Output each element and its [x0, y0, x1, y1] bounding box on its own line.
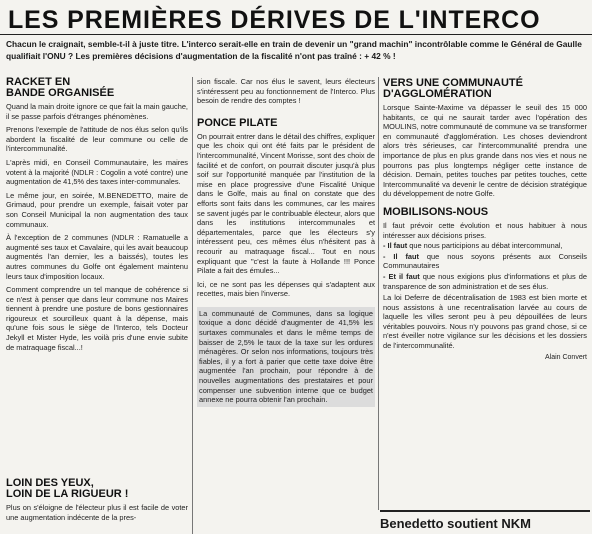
column-2 [197, 77, 375, 407]
bullet-text: que nous exigions plus d'informations et plus de transparence de son administration et de ses élus. [383, 271, 587, 291]
paragraph: Prenons l'exemple de l'attitude de nos élus selon qu'ils abordent la fiscalité de leur commune ou celle de l'intercommunalité. [6, 125, 188, 154]
heading-ponce-pilate: PONCE PILATE [197, 116, 278, 129]
paragraph: Le même jour, en soirée, M.BENEDETTO, maire de Grimaud, pour prendre un exemple, faisait voter par son Conseil Municipal la non augmentation des taux communaux. [6, 190, 188, 229]
paragraph: L'après midi, en Conseil Communautaire, les maires votent à la majorité (NDLR : Cogolin a voté contre) une augmentation de 41,5% des taxes inter-communales. [6, 157, 188, 187]
intro-lede: Chacun le craignait, semble-t-il à juste titre. L'interco serait-elle en train de devenir un "grand machin" incontrôlable comme le Général de Gaulle qualifiait l'ONU ? Les premières décisions d'augmentation de la fiscalité n'ont pas traîné : + 42 % ! [6, 39, 582, 61]
paragraph-agglomeration: Lorsque Sainte-Maxime va dépasser le seuil des 15 000 habitants, ce qui ne saurait tarder avec l'opération des MOULINS, notre communauté de commune va se transformer en communauté d'agglomération. Les choses deviendront alors très sérieuses, car l'intercommunalité prendra une importance de plus en plus grande dans nos vies et nous ne pourrons pas plus longtemps négliger cette instance de décision. Demain, petites touches par petites touches, cette Intercommunalité va devenir le centre de décision stratégique du développement de notre Golfe. [383, 103, 587, 199]
heading-agglomeration: VERS UNE COMMUNAUTÉ D'AGGLOMÉRATION [383, 77, 523, 100]
column-3 [383, 78, 587, 362]
column-1-body [6, 102, 188, 352]
paragraph-end: Plus on s'éloigne de l'électeur plus il est facile de voter une augmentation indécente de la pres- [6, 503, 188, 522]
signature: Alain Convert [544, 353, 587, 361]
bullet-list [383, 241, 587, 291]
column-divider-1 [192, 77, 193, 534]
paragraph: À l'exception de 2 communes (NDLR : Ramatuelle a augmenté ses taux et Cavalaire, qui les avait beaucoup augmentés l'an dernier, les a baissés), toutes les autres communes du Golfe ont également maintenu leurs taux d'imposition locaux. [6, 233, 188, 281]
paragraph-closing: La loi Deferre de décentralisation de 1983 est bien morte et nous assistons à une recentralisation larvée au cours de laquelle les villes seront peu à peu dépouillées de leurs véritables pouvoirs. Nous n'y pouvons pas grand chose, si ce n'est éveiller notre vigilance sur les décisions et les dossiers de l'intercommunalité. [383, 293, 587, 351]
bullet-item [383, 241, 587, 251]
column-divider-2 [378, 77, 379, 510]
bullet-text: que nous participions au débat intercommunal, [407, 241, 563, 251]
paragraph-continuation: sion fiscale. Car nos élus le savent, leurs électeurs s'intéressent peu au fonctionnement de l'Interco. Plus besoin de rendre des comptes ! [197, 77, 375, 106]
heading-loin-des-yeux: LOIN DES YEUX, LOIN DE LA RIGUEUR ! [6, 477, 129, 500]
highlighted-box: La communauté de Communes, dans sa logique toxique a donc décidé d'augmenter de 41,5% les surtaxes communales et dans le même temps de baisser de 2,5% le taux de la taxe sur les ordures ménagères. Or selon nos informations, toujours très fiables, il y a fort à parier que cette taxe doive être augmentée l'an prochain, pour répondre à de nouvelles augmentations des prestataires et pour compenser une subvention interne que ce budget annexe ne pourra obtenir l'an prochain. [197, 307, 375, 407]
headline-rule [0, 34, 592, 35]
bullet-lead: - Il faut [383, 241, 408, 251]
bullet-text: que nous soyons présents aux Conseils Communautaires [383, 251, 587, 271]
column-1-bottom [6, 478, 188, 522]
column-1 [6, 77, 188, 352]
heading-mobilisons: MOBILISONS-NOUS [383, 205, 489, 218]
paragraph: On pourrait entrer dans le détail des chiffres, expliquer que les choix qui ont été faits par le président de l'intercommunalité, Vincent Morisse, sont des choix de facilité et de confort, on pourrait discuter jusqu'à plus soif sur l'opportunité manquée par l'institution de la mise en place progressive d'une Fiscalité Unique dans le Golfe, mais au final on constate que des efforts sont faits dans les communes, car les maires se savent jugés par le contribuable électeur, alors que dans les institutions intercommunales et départementales, parce que les électeurs s'y intéressent peu, ces mêmes élus n'hésitent pas à recourir au matraquage fiscal... Tout en nous expliquant que "c'est la faute à Hollande !!! Ponce Pilate a fait des émules... [197, 131, 375, 276]
bullet-lead: - Il faut [383, 251, 419, 261]
column-2-body [197, 132, 375, 299]
bottom-headline: Benedetto soutient NKM [380, 516, 531, 531]
paragraph: Comment comprendre un tel manque de cohérence si ce n'est à penser que dans leur commune nos Maires tiennent à prendre une posture de bons gestionnaires rigoureux et sourcilleux quant à la dépense, mais qu'une fois sous le siège de l'Interco, tels Docteur Jekyll et Mister Hyde, les voilà pris d'une envie subite de matraquage fiscal...! [6, 285, 188, 352]
bullet-item [383, 272, 587, 291]
paragraph: Quand la main droite ignore ce que fait la main gauche, il se passe parfois d'étranges phénomènes. [6, 102, 188, 121]
bottom-headline-rule [380, 510, 590, 512]
headline: LES PREMIÈRES DÉRIVES DE L'INTERCO [8, 6, 541, 34]
bullet-lead: - Et il faut [383, 271, 420, 281]
paragraph-lead: Il faut prévoir cette évolution et nous habituer à nous intéresser aux décisions prises. [383, 220, 587, 240]
paragraph: Ici, ce ne sont pas les dépenses qui s'adaptent aux recettes, mais bien l'inverse. [197, 279, 375, 299]
heading-racket: RACKET EN BANDE ORGANISÉE [6, 76, 115, 99]
bullet-item [383, 252, 587, 271]
